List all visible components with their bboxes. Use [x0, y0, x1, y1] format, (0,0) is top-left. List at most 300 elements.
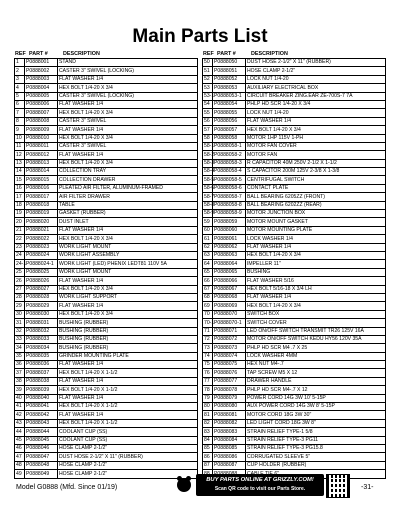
- table-row: [15, 151, 198, 159]
- table-row: [203, 419, 386, 427]
- ref-cell: 53: [203, 84, 213, 92]
- description-header: DESCRIPTION: [63, 51, 100, 57]
- description-cell: FLAT WASHER 1/4: [58, 100, 198, 108]
- ref-cell: 86: [203, 453, 213, 461]
- part-number-cell: P0888044: [25, 428, 58, 436]
- table-row: [203, 117, 386, 125]
- description-cell: HOSE CLAMP 2-1/2": [58, 461, 198, 469]
- ref-cell: 11: [15, 142, 25, 150]
- table-row: [15, 319, 198, 327]
- description-cell: BUSHING (RUBBER): [58, 327, 198, 335]
- description-cell: COOLANT CUP (SS): [58, 436, 198, 444]
- part-number-cell: P0888050: [213, 59, 246, 67]
- parts-table-left: [14, 58, 198, 479]
- part-number-cell: P0888058-4: [213, 168, 246, 176]
- part-number-cell: P0888074: [213, 352, 246, 360]
- part-number-cell: P0888009: [25, 126, 58, 134]
- description-cell: CASTER 3" SWIVEL (LOCKING): [58, 67, 198, 75]
- part-number-cell: P0888034: [25, 344, 58, 352]
- part-number-cell: P0888070: [213, 310, 246, 318]
- ref-cell: 58-4: [204, 168, 215, 175]
- ref-cell: 8: [15, 117, 25, 125]
- part-number-cell: P0888052: [213, 75, 246, 83]
- part-number-cell: P0888086: [213, 453, 246, 461]
- part-number-cell: P0888022: [25, 235, 58, 243]
- table-row: [15, 218, 198, 226]
- ref-cell: 22: [15, 235, 25, 243]
- table-header: [14, 50, 198, 58]
- description-cell: GASKET (RUBBER): [58, 210, 198, 218]
- part-number-cell: P0888049: [25, 470, 58, 478]
- ref-cell: 55: [203, 109, 213, 117]
- part-number-cell: P0888080: [213, 403, 246, 411]
- ref-cell: 83: [203, 428, 213, 436]
- parts-column-right: [202, 50, 386, 479]
- part-number-cell: P0888019: [25, 210, 58, 218]
- table-row: [203, 285, 386, 293]
- table-row: [203, 453, 386, 461]
- description-cell: MOTOR FAN: [246, 151, 386, 159]
- part-number-cell: P0888079: [213, 394, 246, 402]
- description-cell: AIR FILTER DRAWER: [58, 193, 198, 201]
- ref-cell: 81: [203, 411, 213, 419]
- part-number-cell: P0888011: [25, 142, 58, 150]
- part-number-cell: P0888021: [25, 226, 58, 234]
- description-cell: HEX BOLT 1/4-20 X 3/4: [58, 310, 198, 318]
- table-row: [15, 100, 198, 108]
- ref-cell: 1: [15, 59, 25, 67]
- table-row: [15, 444, 198, 452]
- part-number-cell: P0888051: [213, 67, 246, 75]
- ref-cell: 85: [203, 444, 213, 452]
- ref-cell: 53-1: [204, 92, 215, 99]
- part-header: PART #: [29, 51, 48, 57]
- ref-cell: 3: [15, 75, 25, 83]
- part-number-cell: P0888053: [213, 84, 246, 92]
- ref-cell: 80: [203, 403, 213, 411]
- table-row: [15, 235, 198, 243]
- ref-cell: 78: [203, 386, 213, 394]
- ref-cell: 36: [15, 361, 25, 369]
- table-row: [203, 193, 386, 201]
- description-cell: FLAT WASHER 1/4: [58, 394, 198, 402]
- description-cell: MOTOR ON/OFF SWITCH KEDU HY56 120V 35A: [246, 335, 386, 343]
- description-cell: CORRUGATED SLEEVE 5": [246, 453, 386, 461]
- ref-cell: 77: [203, 377, 213, 385]
- table-row: [203, 403, 386, 411]
- part-number-cell: P0888078: [213, 386, 246, 394]
- part-number-cell: P0888058-5: [213, 176, 246, 184]
- table-row: [203, 251, 386, 259]
- part-number-cell: P0888057: [213, 126, 246, 134]
- part-number-cell: P0888032: [25, 327, 58, 335]
- part-number-cell: P0888084: [213, 436, 246, 444]
- description-cell: HOSE CLAMP 2-1/2": [246, 67, 386, 75]
- part-number-cell: P0888028: [25, 293, 58, 301]
- part-number-cell: P0888042: [25, 411, 58, 419]
- part-number-cell: P0888038: [25, 377, 58, 385]
- ref-cell: 10: [15, 134, 25, 142]
- ref-cell: 44: [15, 428, 25, 436]
- description-cell: FLAT WASHER 1/4: [58, 75, 198, 83]
- description-cell: HOSE CLAMP 2-1/2": [58, 444, 198, 452]
- description-header: DESCRIPTION: [251, 51, 288, 57]
- ref-cell: 69: [203, 302, 213, 310]
- description-cell: BUSHING (RUBBER): [58, 319, 198, 327]
- ref-cell: 2: [15, 67, 25, 75]
- ref-cell: 54: [203, 100, 213, 108]
- description-cell: PHLP HD SCR 1/4-20 X 3/4: [246, 100, 386, 108]
- description-cell: AUXILIARY ELECTRICAL BOX: [246, 84, 386, 92]
- part-number-cell: P0888065: [213, 268, 246, 276]
- ref-cell: 65: [203, 268, 213, 276]
- table-row: [15, 92, 198, 100]
- description-cell: LOCK NUT 1/4-20: [246, 109, 386, 117]
- description-cell: CIRCUIT BREAKER ZING.EAR ZE-700S-7 7A: [246, 92, 386, 100]
- table-row: [203, 293, 386, 301]
- description-cell: CASTER 3" SWIVEL: [58, 117, 198, 125]
- description-cell: LED ON/OFF SWITCH TRANSMIT TR26 125V 16A: [246, 327, 386, 335]
- description-cell: PHLP HD SCR M4-.7 X 12: [246, 386, 386, 394]
- description-cell: FLAT WASHER 1/4: [58, 151, 198, 159]
- description-cell: HEX BOLT 5/16-18 X 3/4 LH: [246, 285, 386, 293]
- table-row: [203, 361, 386, 369]
- table-row: [15, 142, 198, 150]
- part-number-cell: P0888013: [25, 159, 58, 167]
- description-cell: COLLECTION DRAWER: [58, 176, 198, 184]
- part-number-cell: P0888023: [25, 243, 58, 251]
- part-number-cell: P0888083: [213, 428, 246, 436]
- part-number-cell: P0888058-8: [213, 201, 246, 209]
- part-number-cell: P0888027: [25, 285, 58, 293]
- ref-cell: 58-2: [204, 151, 215, 158]
- part-number-cell: P0888020: [25, 218, 58, 226]
- ref-cell: 58-8: [204, 202, 215, 209]
- table-row: [203, 327, 386, 335]
- ref-cell: 71: [203, 327, 213, 335]
- part-number-cell: P0888029: [25, 302, 58, 310]
- table-row: [15, 335, 198, 343]
- description-cell: MOTOR FAN COVER: [246, 142, 386, 150]
- description-cell: STRAIN RELIEF TYPE-1 5/8: [246, 428, 386, 436]
- ref-cell: 27: [15, 285, 25, 293]
- part-number-cell: P0888008: [25, 117, 58, 125]
- table-header: [202, 50, 386, 58]
- part-number-cell: P0888062: [213, 243, 246, 251]
- description-cell: SWITCH COVER: [246, 319, 386, 327]
- part-number-cell: P0888018: [25, 201, 58, 209]
- table-row: [15, 302, 198, 310]
- description-cell: BUSHING (RUBBER): [58, 335, 198, 343]
- description-cell: PLEATED AIR FILTER, ALUMINUM-FRAMED: [58, 184, 198, 192]
- description-cell: FLAT WASHER 5/16: [246, 277, 386, 285]
- part-number-cell: P0888012: [25, 151, 58, 159]
- table-row: [15, 419, 198, 427]
- description-cell: FLAT WASHER 1/4: [58, 126, 198, 134]
- ref-cell: 50: [203, 59, 213, 67]
- description-cell: COOLANT CUP (SS): [58, 428, 198, 436]
- ref-cell: 20: [15, 218, 25, 226]
- description-cell: LOCK WASHER 4MM: [246, 352, 386, 360]
- parts-store-banner: [196, 474, 324, 496]
- part-number-cell: P0888072: [213, 335, 246, 343]
- part-number-cell: P0888058-9: [213, 210, 246, 218]
- part-number-cell: P0888073: [213, 344, 246, 352]
- description-cell: SWITCH BOX: [246, 310, 386, 318]
- description-cell: DUST HOSE 2-1/2" X 11" (RUBBER): [246, 59, 386, 67]
- table-row: [203, 218, 386, 226]
- table-row: [15, 327, 198, 335]
- qr-code-icon[interactable]: [326, 474, 350, 498]
- table-row: [203, 142, 386, 150]
- part-number-cell: P0888002: [25, 67, 58, 75]
- table-row: [15, 428, 198, 436]
- description-cell: STAND: [58, 59, 198, 67]
- ref-cell: 4: [15, 84, 25, 92]
- ref-header: REF: [203, 51, 214, 57]
- table-row: [203, 444, 386, 452]
- table-row: [15, 168, 198, 176]
- description-cell: TAP SCREW M5 X 12: [246, 369, 386, 377]
- description-cell: FLAT WASHER 1/4: [246, 243, 386, 251]
- ref-cell: 57: [203, 126, 213, 134]
- table-row: [203, 84, 386, 92]
- description-cell: COLLECTION TRAY: [58, 168, 198, 176]
- table-row: [203, 100, 386, 108]
- description-cell: POWER CORD 14G 3W 10' 5-15P: [246, 394, 386, 402]
- part-number-cell: P0888059: [213, 218, 246, 226]
- ref-cell: 25: [15, 268, 25, 276]
- ref-cell: 35: [15, 352, 25, 360]
- part-number-cell: P0888030: [25, 310, 58, 318]
- table-row: [15, 201, 198, 209]
- table-row: [15, 386, 198, 394]
- description-cell: TABLE: [58, 201, 198, 209]
- description-cell: HEX BOLT 1/4-20 X 3/4: [58, 285, 198, 293]
- ref-cell: 58: [203, 134, 213, 142]
- description-cell: HEX BOLT 1/4-20 X 3/4: [58, 134, 198, 142]
- table-row: [203, 243, 386, 251]
- ref-cell: 37: [15, 369, 25, 377]
- description-cell: WORK LIGHT SUPPORT: [58, 293, 198, 301]
- description-cell: BUSHING: [246, 268, 386, 276]
- part-number-cell: P0888055: [213, 109, 246, 117]
- description-cell: LOCK WASHER 1/4: [246, 235, 386, 243]
- part-number-cell: P0888003: [25, 75, 58, 83]
- description-cell: CONTACT PLATE: [246, 184, 386, 192]
- table-row: [203, 159, 386, 167]
- ref-cell: 58-1: [204, 143, 215, 150]
- part-number-cell: P0888067: [213, 285, 246, 293]
- part-number-cell: P0888043: [25, 419, 58, 427]
- table-row: [15, 75, 198, 83]
- table-row: [15, 377, 198, 385]
- part-number-cell: P0888061: [213, 235, 246, 243]
- ref-cell: 24-1: [16, 260, 27, 267]
- table-row: [15, 344, 198, 352]
- part-number-cell: P0888075: [213, 361, 246, 369]
- ref-cell: 87: [203, 461, 213, 469]
- description-cell: FLAT WASHER 1/4: [58, 411, 198, 419]
- part-number-cell: P0888066: [213, 277, 246, 285]
- description-cell: STRAIN RELIEF TYPE-3 PG15.8: [246, 444, 386, 452]
- description-cell: HEX BOLT 1/4-20 X 1-1/2: [58, 369, 198, 377]
- part-number-cell: P0888041: [25, 403, 58, 411]
- description-cell: STRAIN RELIEF TYPE-3 PG11: [246, 436, 386, 444]
- ref-cell: 58-3: [204, 160, 215, 167]
- part-number-cell: P0888082: [213, 419, 246, 427]
- page-footer: [0, 462, 400, 517]
- part-number-cell: P0888077: [213, 377, 246, 385]
- table-row: [203, 226, 386, 234]
- ref-cell: 48: [15, 461, 25, 469]
- table-row: [203, 184, 386, 192]
- ref-cell: 61: [203, 235, 213, 243]
- description-cell: HEX BOLT 1/4-20 X 3/4: [58, 84, 198, 92]
- part-number-cell: P0888058-7: [213, 193, 246, 201]
- part-number-cell: P0888026: [25, 277, 58, 285]
- description-cell: FLAT WASHER 1/4: [246, 293, 386, 301]
- table-row: [15, 193, 198, 201]
- part-number-cell: P0888015: [25, 176, 58, 184]
- ref-cell: 14: [15, 168, 25, 176]
- parts-column-left: [14, 50, 198, 479]
- ref-cell: 46: [15, 444, 25, 452]
- part-number-cell: P0888024-1: [25, 260, 58, 268]
- page-title: Main Parts List: [132, 26, 268, 47]
- table-row: [15, 184, 198, 192]
- description-cell: FLAT WASHER 1/4: [58, 226, 198, 234]
- table-row: [203, 260, 386, 268]
- ref-cell: 64: [203, 260, 213, 268]
- ref-cell: 70-1: [204, 319, 215, 326]
- parts-table-right: [202, 58, 386, 479]
- table-row: [15, 361, 198, 369]
- table-row: [203, 394, 386, 402]
- part-number-cell: P0888047: [25, 453, 58, 461]
- table-row: [203, 344, 386, 352]
- ref-cell: 39: [15, 386, 25, 394]
- table-row: [15, 453, 198, 461]
- table-row: [15, 159, 198, 167]
- ref-cell: 34: [15, 344, 25, 352]
- part-number-cell: P0888053-1: [213, 92, 246, 100]
- part-number-cell: P0888058-2: [213, 151, 246, 159]
- part-number-cell: P0888058-3: [213, 159, 246, 167]
- part-number-cell: P0888048: [25, 461, 58, 469]
- description-cell: WORK LIGHT MOUNT: [58, 268, 198, 276]
- description-cell: HEX BOLT 1/4-20 X 3/4: [246, 126, 386, 134]
- page-number: -31-: [361, 484, 374, 491]
- part-number-cell: P0888037: [25, 369, 58, 377]
- ref-cell: 21: [15, 226, 25, 234]
- table-row: [15, 134, 198, 142]
- table-row: [15, 117, 198, 125]
- part-number-cell: P0888081: [213, 411, 246, 419]
- description-cell: WORK LIGHT (LED) PHENIX LEDT81 110V 5A: [58, 260, 198, 268]
- part-number-cell: P0888071: [213, 327, 246, 335]
- part-number-cell: P0888035: [25, 352, 58, 360]
- table-row: [15, 394, 198, 402]
- ref-cell: 19: [15, 210, 25, 218]
- ref-cell: 6: [15, 100, 25, 108]
- part-number-cell: P0888046: [25, 444, 58, 452]
- description-cell: FLAT WASHER 1/4: [246, 117, 386, 125]
- ref-cell: 32: [15, 327, 25, 335]
- part-number-cell: P0888068: [213, 293, 246, 301]
- description-cell: BALL BEARING 6205ZZ (FRONT): [246, 193, 386, 201]
- table-row: [203, 377, 386, 385]
- description-cell: DRAWER HANDLE: [246, 377, 386, 385]
- part-number-cell: P0888056: [213, 117, 246, 125]
- part-number-cell: P0888087: [213, 461, 246, 469]
- description-cell: CUP HOLDER (RUBBER): [246, 461, 386, 469]
- part-number-cell: P0888064: [213, 260, 246, 268]
- table-row: [15, 403, 198, 411]
- part-number-cell: P0888001: [25, 59, 58, 67]
- description-cell: LOCK NUT 1/4-20: [246, 75, 386, 83]
- ref-cell: 79: [203, 394, 213, 402]
- ref-cell: 9: [15, 126, 25, 134]
- table-row: [203, 335, 386, 343]
- part-number-cell: P0888033: [25, 335, 58, 343]
- table-row: [15, 352, 198, 360]
- table-row: [15, 126, 198, 134]
- table-row: [203, 109, 386, 117]
- description-cell: CENTRIFUGAL SWITCH: [246, 176, 386, 184]
- ref-cell: 52: [203, 75, 213, 83]
- ref-cell: 68: [203, 293, 213, 301]
- part-number-cell: P0888040: [25, 394, 58, 402]
- ref-cell: 60: [203, 226, 213, 234]
- ref-cell: 73: [203, 344, 213, 352]
- part-number-cell: P0888058: [213, 134, 246, 142]
- description-cell: CASTER 3" SWIVEL: [58, 142, 198, 150]
- ref-cell: 12: [15, 151, 25, 159]
- banner-headline: BUY PARTS ONLINE AT GRIZZLY.COM!: [206, 477, 314, 483]
- table-row: [203, 67, 386, 75]
- ref-cell: 13: [15, 159, 25, 167]
- table-row: [15, 436, 198, 444]
- description-cell: R CAPACITOR 40M 250V 2-1/2 X 1-1/2: [246, 159, 386, 167]
- table-row: [203, 134, 386, 142]
- ref-cell: 23: [15, 243, 25, 251]
- part-number-cell: P0888039: [25, 386, 58, 394]
- description-cell: FLAT WASHER 1/4: [58, 302, 198, 310]
- parts-list: [14, 50, 386, 477]
- ref-cell: 5: [15, 92, 25, 100]
- part-number-cell: P0888007: [25, 109, 58, 117]
- ref-cell: 31: [15, 319, 25, 327]
- table-row: [203, 126, 386, 134]
- description-cell: MOTOR MOUNTING PLATE: [246, 226, 386, 234]
- ref-cell: 62: [203, 243, 213, 251]
- ref-cell: 49: [15, 470, 25, 478]
- description-cell: HOSE CLAMP 2-1/2": [58, 470, 198, 478]
- ref-cell: 58-5: [204, 176, 215, 183]
- table-row: [15, 251, 198, 259]
- ref-cell: 84: [203, 436, 213, 444]
- description-cell: MOTOR MOUNT GASKET: [246, 218, 386, 226]
- part-number-cell: P0888060: [213, 226, 246, 234]
- part-number-cell: P0888016: [25, 184, 58, 192]
- ref-cell: 47: [15, 453, 25, 461]
- ref-cell: 15: [15, 176, 25, 184]
- part-number-cell: P0888070-1: [213, 319, 246, 327]
- ref-cell: 58-7: [204, 193, 215, 200]
- table-row: [15, 67, 198, 75]
- description-cell: BUSHING (RUBBER): [58, 344, 198, 352]
